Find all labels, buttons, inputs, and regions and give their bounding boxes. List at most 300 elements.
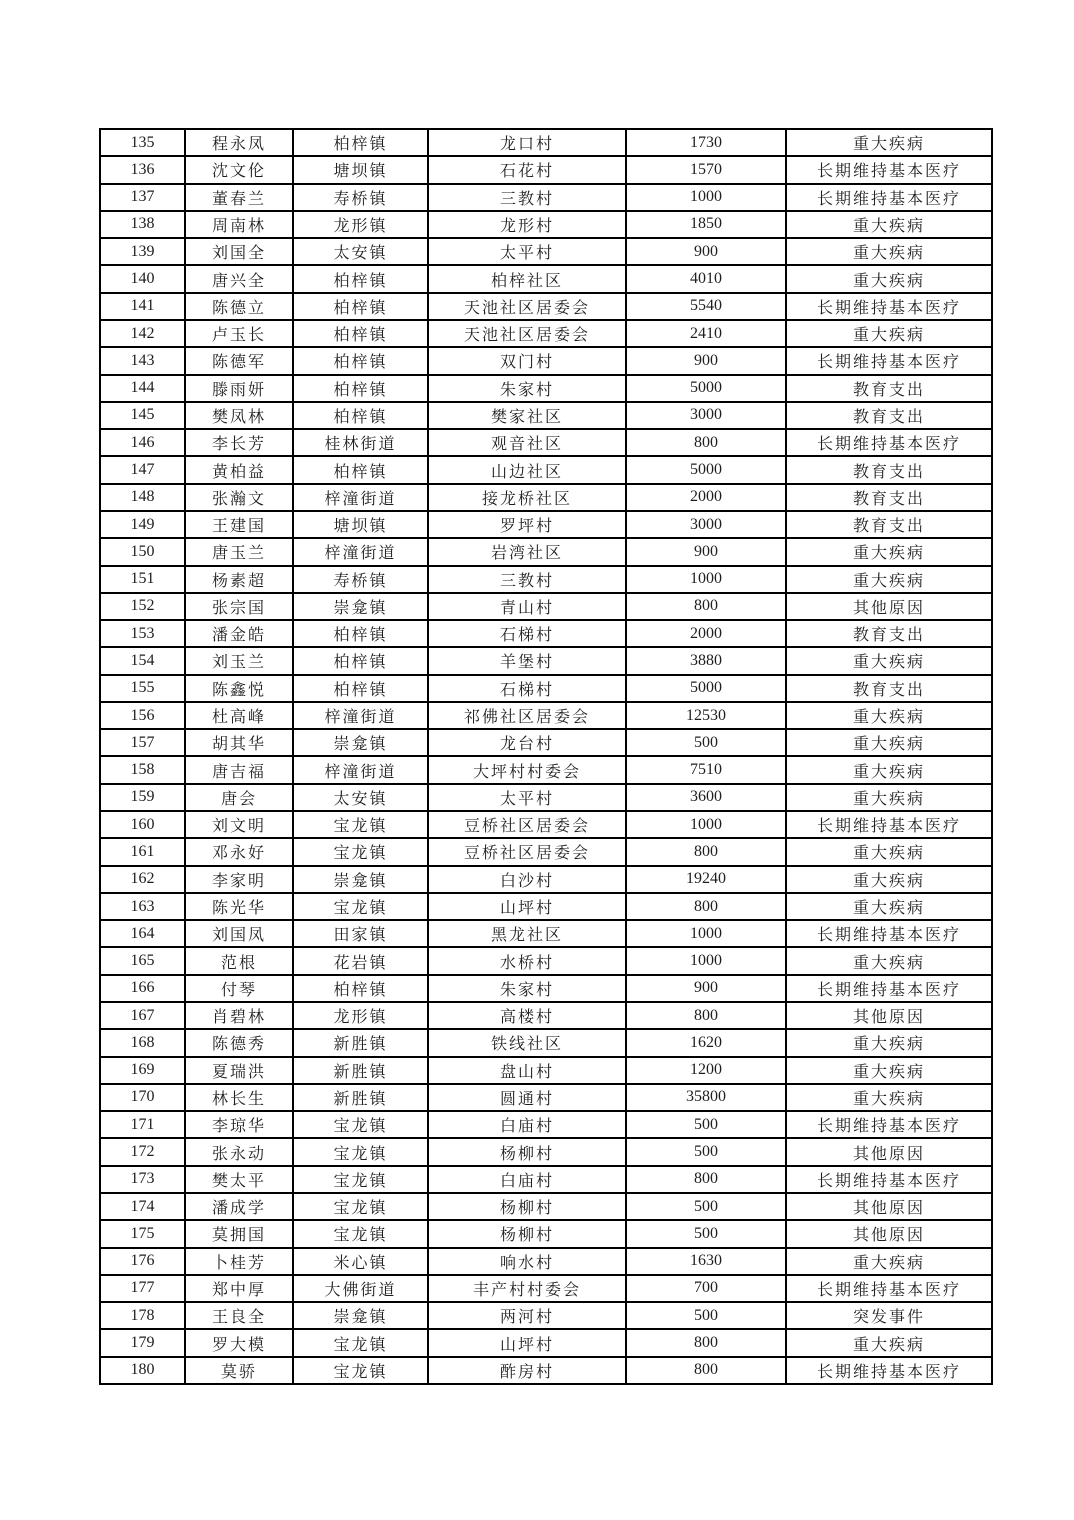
cell-village-community: 白庙村: [428, 1111, 626, 1138]
cell-row-number: 180: [100, 1357, 185, 1384]
cell-reason: 重大疾病: [786, 1057, 992, 1084]
cell-row-number: 168: [100, 1029, 185, 1056]
cell-town-street: 寿桥镇: [293, 184, 428, 211]
cell-person-name: 陈光华: [185, 893, 293, 920]
cell-village-community: 杨柳村: [428, 1138, 626, 1165]
cell-village-community: 岩湾社区: [428, 538, 626, 565]
cell-amount: 1850: [626, 211, 786, 238]
cell-row-number: 160: [100, 811, 185, 838]
cell-village-community: 铁线社区: [428, 1029, 626, 1056]
cell-reason: 其他原因: [786, 1002, 992, 1029]
cell-amount: 800: [626, 1166, 786, 1193]
cell-reason: 长期维持基本医疗: [786, 811, 992, 838]
cell-town-street: 田家镇: [293, 920, 428, 947]
cell-amount: 800: [626, 593, 786, 620]
cell-village-community: 三教村: [428, 184, 626, 211]
cell-village-community: 山坪村: [428, 893, 626, 920]
cell-village-community: 山坪村: [428, 1329, 626, 1356]
cell-person-name: 黄柏益: [185, 456, 293, 483]
cell-person-name: 唐吉福: [185, 756, 293, 783]
table-row: [100, 784, 992, 811]
cell-person-name: 卜桂芳: [185, 1248, 293, 1275]
cell-person-name: 邓永好: [185, 838, 293, 865]
cell-row-number: 159: [100, 784, 185, 811]
cell-town-street: 柏梓镇: [293, 647, 428, 674]
cell-person-name: 陈德秀: [185, 1029, 293, 1056]
cell-reason: 突发事件: [786, 1302, 992, 1329]
cell-amount: 500: [626, 1193, 786, 1220]
cell-row-number: 139: [100, 238, 185, 265]
cell-village-community: 高楼村: [428, 1002, 626, 1029]
cell-amount: 800: [626, 1329, 786, 1356]
cell-town-street: 柏梓镇: [293, 456, 428, 483]
cell-village-community: 龙口村: [428, 129, 626, 156]
table-row: [100, 1057, 992, 1084]
cell-row-number: 176: [100, 1248, 185, 1275]
cell-village-community: 圆通村: [428, 1084, 626, 1111]
table-row: [100, 129, 992, 156]
cell-village-community: 两河村: [428, 1302, 626, 1329]
cell-row-number: 151: [100, 566, 185, 593]
cell-person-name: 郑中厚: [185, 1275, 293, 1302]
cell-amount: 3000: [626, 402, 786, 429]
cell-amount: 700: [626, 1275, 786, 1302]
cell-village-community: 盘山村: [428, 1057, 626, 1084]
cell-reason: 长期维持基本医疗: [786, 975, 992, 1002]
cell-row-number: 141: [100, 293, 185, 320]
cell-town-street: 宝龙镇: [293, 1193, 428, 1220]
cell-reason: 长期维持基本医疗: [786, 1166, 992, 1193]
cell-reason: 长期维持基本医疗: [786, 156, 992, 183]
cell-amount: 3880: [626, 647, 786, 674]
cell-town-street: 柏梓镇: [293, 375, 428, 402]
table-row: [100, 375, 992, 402]
cell-amount: 900: [626, 347, 786, 374]
cell-town-street: 塘坝镇: [293, 156, 428, 183]
cell-village-community: 酢房村: [428, 1357, 626, 1384]
cell-village-community: 豆桥社区居委会: [428, 838, 626, 865]
table-row: [100, 647, 992, 674]
cell-person-name: 唐玉兰: [185, 538, 293, 565]
cell-village-community: 天池社区居委会: [428, 293, 626, 320]
cell-row-number: 137: [100, 184, 185, 211]
cell-village-community: 大坪村村委会: [428, 756, 626, 783]
cell-row-number: 179: [100, 1329, 185, 1356]
cell-village-community: 朱家村: [428, 375, 626, 402]
table-row: [100, 1248, 992, 1275]
cell-town-street: 柏梓镇: [293, 320, 428, 347]
cell-person-name: 潘成学: [185, 1193, 293, 1220]
cell-row-number: 177: [100, 1275, 185, 1302]
cell-reason: 重大疾病: [786, 1084, 992, 1111]
cell-row-number: 169: [100, 1057, 185, 1084]
cell-town-street: 崇龛镇: [293, 593, 428, 620]
table-row: [100, 1220, 992, 1247]
cell-amount: 1000: [626, 184, 786, 211]
cell-row-number: 172: [100, 1138, 185, 1165]
table-row: [100, 1302, 992, 1329]
cell-town-street: 宝龙镇: [293, 1357, 428, 1384]
table-row: [100, 1084, 992, 1111]
cell-person-name: 陈德军: [185, 347, 293, 374]
cell-reason: 重大疾病: [786, 320, 992, 347]
cell-person-name: 刘玉兰: [185, 647, 293, 674]
cell-person-name: 王良全: [185, 1302, 293, 1329]
cell-town-street: 宝龙镇: [293, 893, 428, 920]
cell-row-number: 140: [100, 265, 185, 292]
cell-reason: 长期维持基本医疗: [786, 347, 992, 374]
cell-person-name: 张瀚文: [185, 484, 293, 511]
cell-reason: 重大疾病: [786, 211, 992, 238]
cell-amount: 800: [626, 893, 786, 920]
cell-row-number: 152: [100, 593, 185, 620]
table-row: [100, 347, 992, 374]
cell-amount: 500: [626, 1220, 786, 1247]
cell-person-name: 滕雨妍: [185, 375, 293, 402]
cell-row-number: 170: [100, 1084, 185, 1111]
cell-village-community: 龙台村: [428, 729, 626, 756]
cell-amount: 1000: [626, 811, 786, 838]
table-row: [100, 184, 992, 211]
cell-village-community: 白庙村: [428, 1166, 626, 1193]
cell-row-number: 146: [100, 429, 185, 456]
cell-reason: 重大疾病: [786, 893, 992, 920]
table-row: [100, 729, 992, 756]
cell-town-street: 梓潼街道: [293, 484, 428, 511]
cell-person-name: 杨素超: [185, 566, 293, 593]
cell-village-community: 接龙桥社区: [428, 484, 626, 511]
cell-reason: 重大疾病: [786, 1248, 992, 1275]
cell-amount: 2000: [626, 484, 786, 511]
cell-row-number: 171: [100, 1111, 185, 1138]
table-row: [100, 511, 992, 538]
cell-person-name: 杜高峰: [185, 702, 293, 729]
cell-reason: 长期维持基本医疗: [786, 429, 992, 456]
table-row: [100, 1329, 992, 1356]
cell-reason: 教育支出: [786, 484, 992, 511]
cell-town-street: 柏梓镇: [293, 129, 428, 156]
cell-reason: 长期维持基本医疗: [786, 1111, 992, 1138]
table-row: [100, 1002, 992, 1029]
cell-row-number: 175: [100, 1220, 185, 1247]
cell-amount: 800: [626, 429, 786, 456]
cell-amount: 12530: [626, 702, 786, 729]
cell-person-name: 程永凤: [185, 129, 293, 156]
cell-person-name: 樊太平: [185, 1166, 293, 1193]
cell-amount: 3000: [626, 511, 786, 538]
records-table: [99, 128, 993, 1385]
cell-village-community: 罗坪村: [428, 511, 626, 538]
cell-row-number: 164: [100, 920, 185, 947]
cell-reason: 其他原因: [786, 1193, 992, 1220]
cell-town-street: 柏梓镇: [293, 293, 428, 320]
cell-village-community: 石梯村: [428, 675, 626, 702]
cell-amount: 2000: [626, 620, 786, 647]
cell-town-street: 崇龛镇: [293, 1302, 428, 1329]
cell-person-name: 李琼华: [185, 1111, 293, 1138]
table-row: [100, 538, 992, 565]
table-row: [100, 265, 992, 292]
cell-row-number: 161: [100, 838, 185, 865]
cell-amount: 800: [626, 1002, 786, 1029]
cell-village-community: 祁佛社区居委会: [428, 702, 626, 729]
cell-amount: 5000: [626, 456, 786, 483]
cell-reason: 重大疾病: [786, 1029, 992, 1056]
cell-row-number: 153: [100, 620, 185, 647]
cell-reason: 教育支出: [786, 511, 992, 538]
table-row: [100, 156, 992, 183]
table-row: [100, 1357, 992, 1384]
cell-amount: 1000: [626, 920, 786, 947]
cell-person-name: 张宗国: [185, 593, 293, 620]
table-row: [100, 838, 992, 865]
table-row: [100, 320, 992, 347]
cell-reason: 长期维持基本医疗: [786, 1275, 992, 1302]
cell-reason: 重大疾病: [786, 838, 992, 865]
cell-town-street: 柏梓镇: [293, 265, 428, 292]
cell-amount: 5000: [626, 675, 786, 702]
cell-town-street: 米心镇: [293, 1248, 428, 1275]
cell-village-community: 天池社区居委会: [428, 320, 626, 347]
cell-reason: 长期维持基本医疗: [786, 184, 992, 211]
cell-reason: 长期维持基本医疗: [786, 920, 992, 947]
cell-village-community: 羊堡村: [428, 647, 626, 674]
cell-row-number: 156: [100, 702, 185, 729]
cell-town-street: 桂林街道: [293, 429, 428, 456]
cell-town-street: 崇龛镇: [293, 866, 428, 893]
cell-town-street: 柏梓镇: [293, 975, 428, 1002]
cell-town-street: 太安镇: [293, 238, 428, 265]
cell-row-number: 138: [100, 211, 185, 238]
table-row: [100, 402, 992, 429]
cell-amount: 35800: [626, 1084, 786, 1111]
cell-reason: 其他原因: [786, 1220, 992, 1247]
cell-reason: 重大疾病: [786, 756, 992, 783]
cell-village-community: 观音社区: [428, 429, 626, 456]
cell-amount: 3600: [626, 784, 786, 811]
cell-amount: 7510: [626, 756, 786, 783]
cell-person-name: 莫拥国: [185, 1220, 293, 1247]
table-row: [100, 947, 992, 974]
cell-village-community: 柏梓社区: [428, 265, 626, 292]
cell-town-street: 宝龙镇: [293, 811, 428, 838]
cell-reason: 重大疾病: [786, 566, 992, 593]
cell-town-street: 柏梓镇: [293, 347, 428, 374]
cell-reason: 教育支出: [786, 675, 992, 702]
cell-reason: 重大疾病: [786, 729, 992, 756]
cell-person-name: 潘金皓: [185, 620, 293, 647]
cell-reason: 长期维持基本医疗: [786, 293, 992, 320]
cell-reason: 重大疾病: [786, 866, 992, 893]
cell-person-name: 樊凤林: [185, 402, 293, 429]
cell-reason: 重大疾病: [786, 238, 992, 265]
cell-town-street: 大佛街道: [293, 1275, 428, 1302]
cell-town-street: 新胜镇: [293, 1084, 428, 1111]
cell-town-street: 宝龙镇: [293, 1220, 428, 1247]
cell-village-community: 朱家村: [428, 975, 626, 1002]
cell-reason: 教育支出: [786, 620, 992, 647]
cell-town-street: 梓潼街道: [293, 756, 428, 783]
cell-village-community: 响水村: [428, 1248, 626, 1275]
cell-amount: 500: [626, 1138, 786, 1165]
cell-town-street: 崇龛镇: [293, 729, 428, 756]
cell-amount: 4010: [626, 265, 786, 292]
cell-town-street: 宝龙镇: [293, 1111, 428, 1138]
cell-reason: 长期维持基本医疗: [786, 1357, 992, 1384]
table-row: [100, 593, 992, 620]
table-row: [100, 429, 992, 456]
cell-village-community: 丰产村村委会: [428, 1275, 626, 1302]
cell-village-community: 石梯村: [428, 620, 626, 647]
cell-row-number: 163: [100, 893, 185, 920]
cell-person-name: 付琴: [185, 975, 293, 1002]
cell-row-number: 144: [100, 375, 185, 402]
cell-town-street: 宝龙镇: [293, 1329, 428, 1356]
cell-town-street: 梓潼街道: [293, 702, 428, 729]
cell-reason: 重大疾病: [786, 702, 992, 729]
cell-row-number: 158: [100, 756, 185, 783]
table-row: [100, 293, 992, 320]
cell-village-community: 双门村: [428, 347, 626, 374]
cell-town-street: 寿桥镇: [293, 566, 428, 593]
table-row: [100, 1193, 992, 1220]
cell-reason: 重大疾病: [786, 647, 992, 674]
cell-town-street: 宝龙镇: [293, 1166, 428, 1193]
cell-amount: 800: [626, 838, 786, 865]
cell-town-street: 龙形镇: [293, 1002, 428, 1029]
cell-village-community: 杨柳村: [428, 1193, 626, 1220]
cell-reason: 重大疾病: [786, 1329, 992, 1356]
cell-row-number: 148: [100, 484, 185, 511]
cell-row-number: 167: [100, 1002, 185, 1029]
cell-amount: 1570: [626, 156, 786, 183]
cell-village-community: 白沙村: [428, 866, 626, 893]
table-row: [100, 675, 992, 702]
cell-town-street: 塘坝镇: [293, 511, 428, 538]
cell-person-name: 王建国: [185, 511, 293, 538]
cell-row-number: 162: [100, 866, 185, 893]
cell-village-community: 山边社区: [428, 456, 626, 483]
cell-row-number: 155: [100, 675, 185, 702]
cell-town-street: 新胜镇: [293, 1057, 428, 1084]
cell-amount: 500: [626, 1111, 786, 1138]
cell-person-name: 李家明: [185, 866, 293, 893]
cell-person-name: 林长生: [185, 1084, 293, 1111]
cell-person-name: 肖碧林: [185, 1002, 293, 1029]
cell-town-street: 柏梓镇: [293, 675, 428, 702]
cell-village-community: 三教村: [428, 566, 626, 593]
cell-person-name: 胡其华: [185, 729, 293, 756]
records-table-body: [100, 129, 992, 1384]
cell-row-number: 143: [100, 347, 185, 374]
cell-amount: 1000: [626, 566, 786, 593]
cell-person-name: 范根: [185, 947, 293, 974]
cell-row-number: 154: [100, 647, 185, 674]
cell-reason: 教育支出: [786, 402, 992, 429]
cell-amount: 1200: [626, 1057, 786, 1084]
cell-amount: 900: [626, 538, 786, 565]
cell-row-number: 142: [100, 320, 185, 347]
cell-reason: 重大疾病: [786, 538, 992, 565]
cell-amount: 900: [626, 975, 786, 1002]
cell-village-community: 杨柳村: [428, 1220, 626, 1247]
cell-person-name: 夏瑞洪: [185, 1057, 293, 1084]
table-row: [100, 238, 992, 265]
cell-row-number: 145: [100, 402, 185, 429]
table-row: [100, 566, 992, 593]
cell-row-number: 173: [100, 1166, 185, 1193]
table-row: [100, 893, 992, 920]
cell-person-name: 刘国全: [185, 238, 293, 265]
cell-town-street: 龙形镇: [293, 211, 428, 238]
cell-person-name: 刘文明: [185, 811, 293, 838]
cell-reason: 其他原因: [786, 1138, 992, 1165]
cell-amount: 500: [626, 1302, 786, 1329]
cell-village-community: 黑龙社区: [428, 920, 626, 947]
cell-village-community: 豆桥社区居委会: [428, 811, 626, 838]
cell-row-number: 165: [100, 947, 185, 974]
cell-person-name: 卢玉长: [185, 320, 293, 347]
table-row: [100, 866, 992, 893]
table-row: [100, 620, 992, 647]
cell-row-number: 166: [100, 975, 185, 1002]
cell-reason: 其他原因: [786, 593, 992, 620]
cell-person-name: 周南林: [185, 211, 293, 238]
table-row: [100, 920, 992, 947]
cell-amount: 5540: [626, 293, 786, 320]
cell-village-community: 樊家社区: [428, 402, 626, 429]
table-row: [100, 1275, 992, 1302]
cell-row-number: 135: [100, 129, 185, 156]
table-row: [100, 702, 992, 729]
table-row: [100, 1166, 992, 1193]
cell-amount: 1000: [626, 947, 786, 974]
cell-person-name: 罗大模: [185, 1329, 293, 1356]
cell-village-community: 龙形村: [428, 211, 626, 238]
cell-village-community: 水桥村: [428, 947, 626, 974]
cell-reason: 重大疾病: [786, 129, 992, 156]
cell-row-number: 147: [100, 456, 185, 483]
table-row: [100, 211, 992, 238]
cell-amount: 1730: [626, 129, 786, 156]
cell-person-name: 陈鑫悦: [185, 675, 293, 702]
cell-town-street: 花岩镇: [293, 947, 428, 974]
table-row: [100, 456, 992, 483]
cell-row-number: 149: [100, 511, 185, 538]
cell-amount: 1630: [626, 1248, 786, 1275]
cell-amount: 5000: [626, 375, 786, 402]
cell-person-name: 沈文伦: [185, 156, 293, 183]
table-row: [100, 1111, 992, 1138]
table-row: [100, 1029, 992, 1056]
cell-reason: 教育支出: [786, 456, 992, 483]
cell-town-street: 柏梓镇: [293, 620, 428, 647]
cell-row-number: 136: [100, 156, 185, 183]
cell-town-street: 宝龙镇: [293, 838, 428, 865]
cell-amount: 900: [626, 238, 786, 265]
table-row: [100, 1138, 992, 1165]
cell-person-name: 唐兴全: [185, 265, 293, 292]
cell-row-number: 174: [100, 1193, 185, 1220]
cell-person-name: 张永动: [185, 1138, 293, 1165]
cell-town-street: 梓潼街道: [293, 538, 428, 565]
cell-village-community: 石花村: [428, 156, 626, 183]
table-row: [100, 811, 992, 838]
cell-person-name: 李长芳: [185, 429, 293, 456]
cell-amount: 19240: [626, 866, 786, 893]
table-row: [100, 975, 992, 1002]
cell-person-name: 刘国凤: [185, 920, 293, 947]
